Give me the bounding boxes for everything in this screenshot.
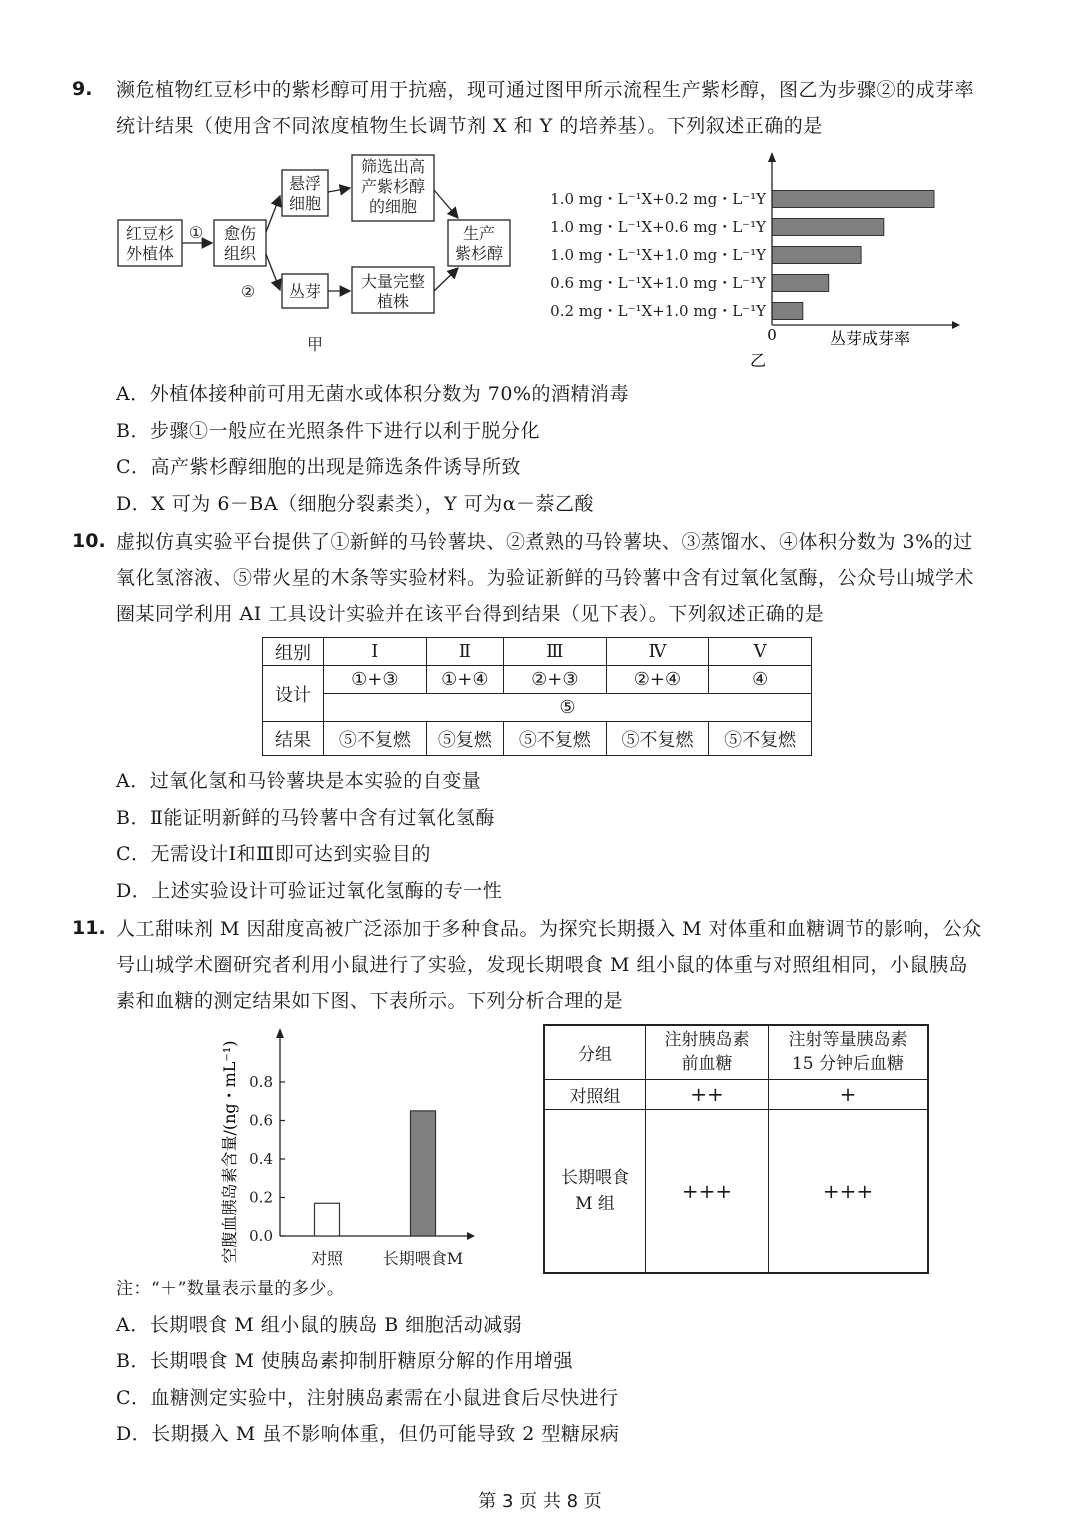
- screen-label: 的细胞: [368, 197, 418, 216]
- table-header-cell: 分组: [544, 1025, 646, 1079]
- explant-label: 外植体: [125, 244, 175, 263]
- table-row-label-line: 长期喂食: [561, 1167, 629, 1188]
- option-a: A．外植体接种前可用无菌水或体积分数为 70%的酒精消毒: [116, 383, 629, 405]
- option-b: B．Ⅱ能证明新鲜的马铃薯中含有过氧化氢酶: [116, 807, 495, 829]
- glucose-table: [543, 1024, 929, 1274]
- table-cell: ⑤不复燃: [709, 722, 812, 756]
- option-c: C．血糖测定实验中，注射胰岛素需在小鼠进食后尽快进行: [116, 1387, 619, 1409]
- table-header-cell: 组别: [263, 638, 324, 666]
- figure-caption: 甲: [306, 335, 324, 354]
- bar: [772, 247, 861, 264]
- table-header-line: 前血糖: [681, 1054, 733, 1075]
- option-d: D．上述实验设计可验证过氧化氢酶的专一性: [116, 880, 503, 902]
- table-cell: ⑤不复燃: [504, 722, 607, 756]
- step-2-label: ②: [240, 282, 256, 301]
- produce-label: 生产: [462, 224, 496, 243]
- insulin-chart: [205, 1022, 495, 1274]
- bar: [772, 191, 934, 208]
- table-header-cell: [769, 1025, 929, 1079]
- option-a: A．过氧化氢和马铃薯块是本实验的自变量: [116, 770, 482, 792]
- option-b: B．步骤①一般应在光照条件下进行以利于脱分化: [116, 420, 540, 442]
- table-cell: ⑤不复燃: [324, 722, 427, 756]
- table-cell: ①+③: [324, 666, 427, 694]
- table-cell: ⑤: [324, 694, 812, 722]
- explant-label: 红豆杉: [125, 224, 175, 243]
- x-axis-arrow: [952, 321, 960, 329]
- screen-label: 筛选出高: [360, 157, 426, 176]
- produce-label: 紫杉醇: [454, 244, 504, 263]
- origin-label: 0: [767, 326, 777, 344]
- callus-label: 愈伤: [223, 224, 257, 243]
- page-footer: 第 3 页 共 8 页: [478, 1491, 602, 1512]
- table-cell: +: [769, 1079, 929, 1109]
- question-stem-line: 氧化氢溶液、⑤带火星的木条等实验材料。为验证新鲜的马铃薯中含有过氧化氢酶，公众号山城学术: [116, 567, 975, 589]
- question-stem-line: 人工甜味剂 M 因甜度高被广泛添加于多种食品。为探究长期摄入 M 对体重和血糖调节的影响，公众: [116, 918, 982, 940]
- x-axis-title: 丛芽成芽率: [829, 329, 911, 348]
- x-category-label: 对照: [310, 1249, 344, 1268]
- bar-category-label: 1.0 mg・L⁻¹X+0.2 mg・L⁻¹Y: [550, 190, 766, 208]
- table-cell: +++: [769, 1109, 929, 1273]
- shoots-label: 丛芽: [288, 282, 322, 301]
- option-d: D．X 可为 6－BA（细胞分裂素类），Y 可为α－萘乙酸: [116, 493, 595, 515]
- question-number: 11.: [72, 917, 106, 939]
- bar: [772, 275, 829, 292]
- bar: [772, 303, 803, 320]
- y-axis-arrow: [768, 152, 776, 162]
- table-cell: ⑤复燃: [426, 722, 503, 756]
- question-stem-line: 素和血糖的测定结果如下图、下表所示。下列分析合理的是: [116, 990, 624, 1012]
- question-stem-line: 圈某同学利用 AI 工具设计实验并在该平台得到结果（见下表）。下列叙述正确的是: [116, 603, 825, 625]
- option-c: C．无需设计Ⅰ和Ⅲ即可达到实验目的: [116, 843, 431, 865]
- step-1-label: ①: [188, 223, 204, 242]
- question-stem-line: 号山城学术圈研究者利用小鼠进行了实验，发现长期喂食 M 组小鼠的体重与对照组相同，小鼠胰岛: [116, 954, 969, 976]
- table-row-label: [544, 1109, 646, 1273]
- flow-diagram: [110, 150, 530, 365]
- callus-label: 组织: [223, 244, 257, 263]
- y-tick-label: 0.2: [249, 1188, 273, 1207]
- x-axis-arrow: [467, 1232, 475, 1240]
- y-axis-arrow: [276, 1028, 284, 1038]
- table-header-cell: Ⅱ: [426, 638, 503, 666]
- option-d: D．长期摄入 M 虽不影响体重，但仍可能导致 2 型糖尿病: [116, 1423, 620, 1445]
- experiment-table: [262, 637, 812, 756]
- bar-category-label: 0.6 mg・L⁻¹X+1.0 mg・L⁻¹Y: [550, 274, 766, 292]
- bar-category-label: 1.0 mg・L⁻¹X+0.6 mg・L⁻¹Y: [550, 218, 766, 236]
- bar: [411, 1111, 436, 1236]
- table-cell: ②+④: [606, 666, 709, 694]
- y-tick-label: 0.6: [249, 1111, 273, 1130]
- table-row-label: 结果: [263, 722, 324, 756]
- table-header-line: 注射胰岛素: [664, 1030, 750, 1051]
- table-header-cell: Ⅰ: [324, 638, 427, 666]
- bar: [315, 1203, 340, 1236]
- figure-caption: 乙: [749, 351, 767, 370]
- y-tick-label: 0.8: [249, 1073, 273, 1091]
- screen-label: 产紫杉醇: [360, 177, 426, 196]
- bar: [772, 219, 884, 236]
- bar-category-label: 0.2 mg・L⁻¹X+1.0 mg・L⁻¹Y: [550, 302, 766, 320]
- bar-category-label: 1.0 mg・L⁻¹X+1.0 mg・L⁻¹Y: [550, 246, 766, 264]
- table-header-cell: Ⅲ: [504, 638, 607, 666]
- plants-label: 大量完整: [360, 272, 426, 291]
- germination-rate-chart: [540, 150, 970, 375]
- plants-label: 植株: [376, 292, 410, 311]
- y-axis-title: 空腹血胰岛素含量/(ng・mL⁻¹): [220, 1040, 239, 1264]
- question-stem-line: 虚拟仿真实验平台提供了①新鲜的马铃薯块、②煮熟的马铃薯块、③蒸馏水、④体积分数为 3%的过: [116, 531, 973, 553]
- table-header-cell: Ⅴ: [709, 638, 812, 666]
- table-header-cell: [646, 1025, 769, 1079]
- table-cell: ②+③: [504, 666, 607, 694]
- y-tick-label: 0.4: [249, 1150, 273, 1168]
- table-header-line: 注射等量胰岛素: [788, 1030, 908, 1051]
- table-cell: +++: [646, 1109, 769, 1273]
- table-cell: ++: [646, 1079, 769, 1109]
- question-stem-line: 统计结果（使用含不同浓度植物生长调节剂 X 和 Y 的培养基）。下列叙述正确的是: [116, 115, 823, 137]
- option-c: C．高产紫杉醇细胞的出现是筛选条件诱导所致: [116, 456, 522, 478]
- table-cell: ⑤不复燃: [606, 722, 709, 756]
- table-cell: ④: [709, 666, 812, 694]
- question-stem-line: 濒危植物红豆杉中的紫杉醇可用于抗癌，现可通过图甲所示流程生产紫杉醇，图乙为步骤②的成芽率: [116, 79, 975, 101]
- option-a: A．长期喂食 M 组小鼠的胰岛 B 细胞活动减弱: [116, 1314, 523, 1336]
- table-row-label: 设计: [263, 666, 324, 722]
- table-cell: ①+④: [426, 666, 503, 694]
- suspension-label: 悬浮: [288, 174, 322, 193]
- table-row-label: 对照组: [544, 1079, 646, 1109]
- suspension-label: 细胞: [288, 194, 322, 213]
- question-number: 10.: [72, 530, 106, 552]
- table-header-cell: Ⅳ: [606, 638, 709, 666]
- question-number: 9.: [72, 78, 93, 100]
- x-category-label: 长期喂食M: [382, 1249, 464, 1268]
- table-row-label-line: M 组: [575, 1193, 615, 1214]
- table-header-line: 15 分钟后血糖: [791, 1054, 905, 1075]
- table-note: 注：“＋”数量表示量的多少。: [116, 1279, 345, 1299]
- option-b: B．长期喂食 M 使胰岛素抑制肝糖原分解的作用增强: [116, 1350, 573, 1372]
- y-tick-label: 0.0: [249, 1227, 273, 1245]
